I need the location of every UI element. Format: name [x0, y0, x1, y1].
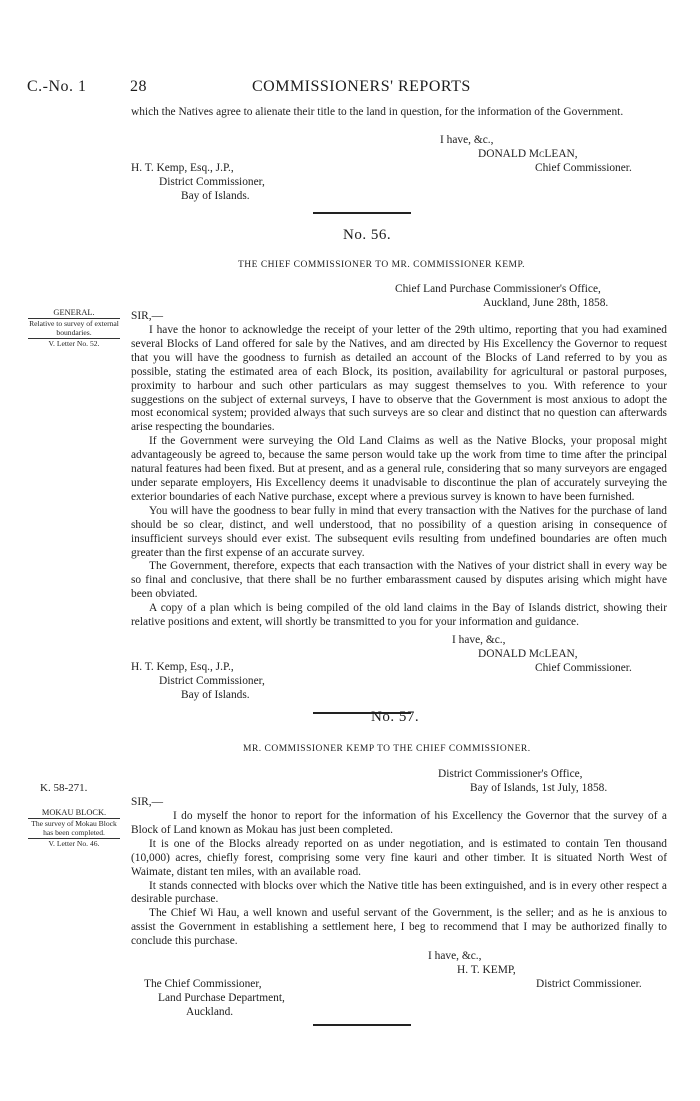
letter-body	[131, 810, 667, 949]
margin-subtitle: The survey of Mokau Block has been completed.	[28, 818, 120, 838]
addressee-line: Land Purchase Department,	[158, 991, 285, 1004]
letter-body	[131, 324, 667, 630]
closing: I have, &c.,	[452, 634, 506, 646]
continuation-paragraph: which the Natives agree to alienate their title to the land in question, for the information of the Government.	[131, 106, 624, 118]
signer-title: Chief Commissioner.	[535, 662, 632, 674]
addressee-block	[131, 162, 265, 204]
letter-number: No. 57.	[371, 709, 420, 725]
addressee-line: H. T. Kemp, Esq., J.P.,	[131, 162, 234, 174]
salutation: SIR,—	[131, 310, 163, 322]
page-number: 28	[130, 78, 147, 95]
addressee-line: Auckland.	[186, 1005, 234, 1018]
signer-name: DONALD McLEAN,	[478, 648, 578, 660]
body-paragraph: It is one of the Blocks already reported on as under negotiation, and is estimated to contain Ten thousand (10,000) acres, chiefly forest, comprising some very fine kauri and other timber. It is situated North West of Waimate, distant ten miles, with an available road.	[131, 837, 667, 878]
addressee-line: Bay of Islands.	[181, 189, 250, 202]
body-paragraph: You will have the goodness to bear fully in mind that every transaction with the Natives for the purchase of land should be so clear, distinct, and well understood, that no possibility of a question arising in consequence of insufficient surveys should ever exist. The subsequent evils resulting from undefined boundaries are often much greater than the first expense of an accurate survey.	[131, 504, 667, 559]
margin-note	[28, 308, 120, 348]
closing: I have, &c.,	[440, 134, 494, 146]
body-paragraph: The Government, therefore, expects that each transaction with the Natives of your district shall in every way be so final and conclusive, that there shall be no further embarassment caused by disputes arising which might have been obviated.	[131, 560, 667, 601]
margin-reference-number: K. 58-271.	[40, 782, 88, 794]
margin-title: MOKAU BLOCK.	[41, 808, 107, 817]
addressee-block	[131, 661, 265, 703]
margin-subtitle: Relative to survey of external boundaries.	[29, 318, 119, 337]
running-title: COMMISSIONERS' REPORTS	[252, 78, 471, 95]
signer-title: District Commissioner.	[536, 978, 642, 990]
addressee-line: The Chief Commissioner,	[144, 978, 262, 990]
section-divider	[313, 212, 411, 214]
body-paragraph: If the Government were surveying the Old Land Claims as well as the Native Blocks, your proposal might advantageously be agreed to, because the same person would take up the work from time to time after the principal natural features had been fixed. But at present, and as a general rule, considering that so many surveyors are engaged under separate employers, His Excellency deems it unadvisable to discontinue the plan of accurately surveying the exterior boundaries of each Native purchase, except where a previous survey is known to have been furnished.	[131, 435, 667, 503]
body-paragraph: The Chief Wi Hau, a well known and useful servant of the Government, is the seller; and as he is anxious to assist the Government in establishing a settlement here, I beg to recommend that I may be authorized finally to conclude this purchase.	[131, 907, 667, 948]
continuation-text	[131, 106, 667, 120]
addressee-line: H. T. Kemp, Esq., J.P.,	[131, 661, 234, 673]
signer-title: Chief Commissioner.	[535, 162, 632, 174]
addressee-block	[144, 978, 285, 1020]
place-date: Bay of Islands, 1st July, 1858.	[470, 782, 608, 794]
margin-title: GENERAL.	[53, 308, 95, 317]
office-line: Chief Land Purchase Commissioner's Office,	[395, 283, 601, 295]
body-paragraph: A copy of a plan which is being compiled of the old land claims in the Bay of Islands district, showing their relative positions and extent, will shortly be transmitted to you for your information and guidance.	[131, 602, 667, 629]
addressee-line: District Commissioner,	[159, 175, 265, 188]
paper-reference: C.-No. 1	[27, 78, 87, 95]
body-paragraph: I do myself the honor to report for the information of his Excellency the Governor that the survey of a Block of Land known as Mokau has just been completed.	[131, 810, 667, 836]
margin-reference: V. Letter No. 46.	[28, 838, 120, 849]
office-line: District Commissioner's Office,	[438, 768, 583, 780]
margin-note	[28, 808, 120, 848]
body-paragraph: I have the honor to acknowledge the receipt of your letter of the 29th ultimo, reporting that you had examined several Blocks of Land offered for sale by the Natives, and am directed by His Excellency the Governor to request that you will have the goodness to furnish as detailed an account of the Blocks of Land referred to by you as possible, stating the estimated area of each Block, its position, availability for agricultural or pastoral purposes, proximity to harbour and such other particulars as may suggest themselves to you. With reference to your suggestions on the subject of external surveys, I have to observe that the Government is most anxious to adopt the most economical system; provided always that such surveys are so clear and distinct that no question can afterwards arise respecting the boundaries.	[131, 324, 667, 434]
place-date: Auckland, June 28th, 1858.	[483, 297, 609, 309]
addressee-line: Bay of Islands.	[181, 688, 250, 701]
body-paragraph: It stands connected with blocks over which the Native title has been extinguished, and is in every other respect a desirable purchase.	[131, 879, 667, 906]
section-divider	[313, 1024, 411, 1026]
salutation: SIR,—	[131, 796, 163, 808]
closing: I have, &c.,	[428, 950, 482, 962]
letter-heading: MR. COMMISSIONER KEMP TO THE CHIEF COMMISSIONER.	[243, 744, 531, 754]
letter-heading: THE CHIEF COMMISSIONER TO MR. COMMISSIONER KEMP.	[238, 260, 526, 270]
letter-number: No. 56.	[343, 227, 392, 243]
signer-name: H. T. KEMP,	[457, 964, 516, 976]
signer-name: DONALD McLEAN,	[478, 148, 578, 160]
addressee-line: District Commissioner,	[159, 674, 265, 687]
margin-reference: V. Letter No. 52.	[28, 338, 120, 349]
